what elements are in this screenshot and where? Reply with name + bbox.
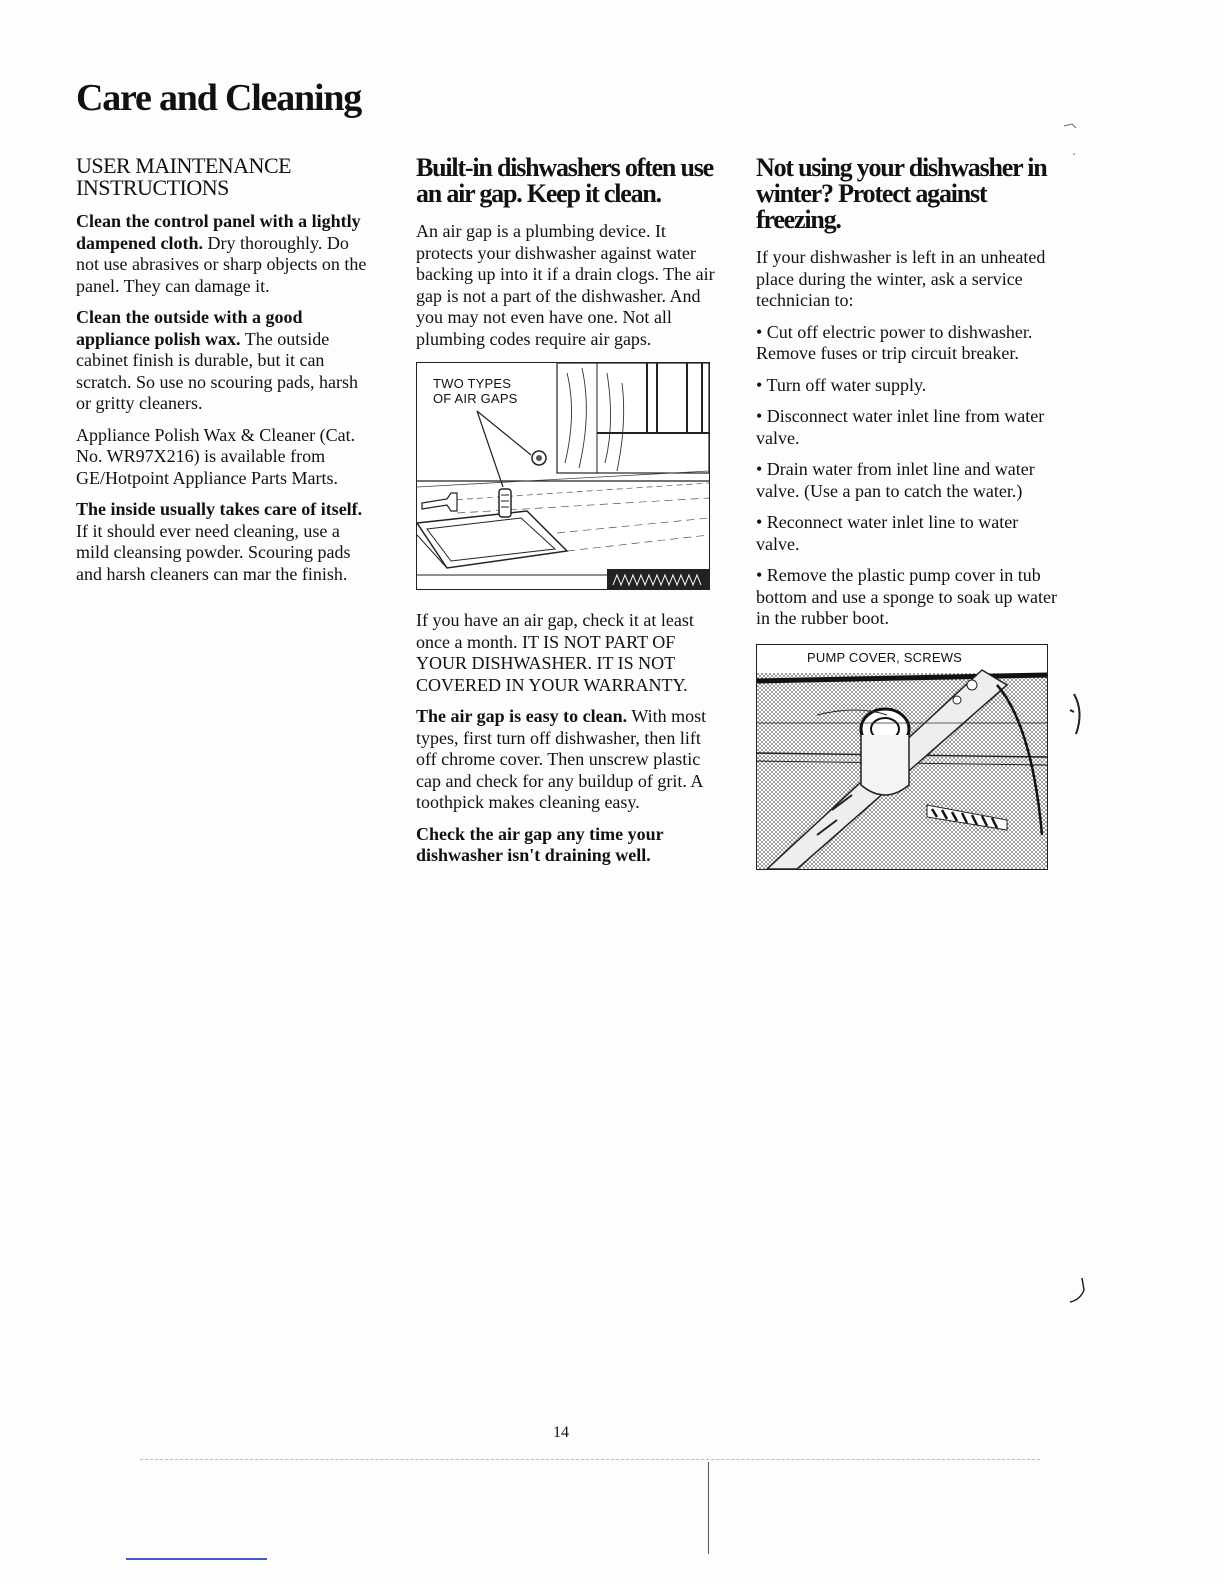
paragraph-polish-wax: Appliance Polish Wax & Cleaner (Cat. No. WR97X216) is available from GE/Hotpoint Appliance Parts Marts. [76,424,356,488]
bullet-item: • Remove the plastic pump cover in tub bottom and use a sponge to soak up water in the rubber boot. [756,565,1057,628]
figure-label-line: OF AIR GAPS [433,391,518,406]
bullet-item: • Cut off electric power to dishwasher. Remove fuses or trip circuit breaker. [756,321,1033,363]
paragraph-check-draining [416,824,716,867]
column-user-maintenance [76,155,376,595]
fold-line [708,1462,709,1554]
section-heading: Built-in dishwashers often use an air gap. Keep it clean. [416,153,713,208]
scan-mark [1064,690,1088,740]
scan-mark [1068,1276,1092,1306]
paragraph-winter-intro: If your dishwasher is left in an unheated place during the winter, ask a service technician to: [756,247,1046,310]
column-winter [756,155,1066,890]
bold-lead: Clean the outside with a good appliance polish wax. [76,307,303,349]
paragraph-outside [76,307,376,415]
bold-lead: Check the air gap any time your dishwasher isn't draining well. [416,823,664,865]
bullet-item: • Disconnect water inlet line from water valve. [756,406,1045,448]
page-title: Care and Cleaning [76,77,362,119]
paragraph-check-monthly: If you have an air gap, check it at least once a month. IT IS NOT PART OF YOUR DISHWASHER. IT IS NOT COVERED IN YOUR WARRANTY. [416,610,694,695]
body-text: Dry thoroughly. Do not use abrasives or sharp objects on the panel. They can damage it. [76,232,367,296]
bold-lead: Clean the control panel with a lightly dampened cloth. [76,211,361,253]
paragraph-air-gap-intro: An air gap is a plumbing device. It protects your dishwasher against water backing up into it if a drain clogs. The air gap is not a part of the dishwasher. And you may not even have one. Not all plumbing codes require air gaps. [416,221,715,349]
figure-label: PUMP COVER, SCREWS [807,649,963,665]
section-heading: Not using your dishwasher in winter? Protect against freezing. [756,153,1047,234]
paragraph-easy-clean [416,706,716,814]
air-gap-illustration [416,362,710,590]
bullet-item: • Drain water from inlet line and water valve. (Use a pan to catch the water.) [756,459,1035,501]
sink-drawing [417,363,709,589]
page-number: 14 [553,1424,569,1441]
body-text: If it should ever need cleaning, use a mild cleansing powder. Scouring pads and harsh cleaners can mar the finish. [76,520,351,584]
bullet-item: • Turn off water supply. [756,374,927,395]
blue-edge-line [126,1558,267,1560]
column-air-gap [416,155,716,877]
bold-lead: The air gap is easy to clean. [416,706,628,726]
section-heading: USER MAINTENANCE INSTRUCTIONS [76,153,292,200]
bullet-item: • Reconnect water inlet line to water valve. [756,512,1019,554]
body-text: With most types, first turn off dishwasher, then lift off chrome cover. Then unscrew plastic cap and check for any buildup of grit. A toothpick makes cleaning easy. [416,706,707,812]
body-text: The outside cabinet finish is durable, but it can scratch. So use no scouring pads, harsh or gritty cleaners. [76,328,358,413]
scan-mark [1062,118,1082,158]
pump-cover-illustration [756,644,1048,870]
paragraph-control-panel [76,211,376,297]
paragraph-inside [76,499,376,585]
bottom-rule [140,1459,1040,1460]
pump-drawing [757,645,1047,869]
bold-lead: The inside usually takes care of itself. [76,499,363,519]
figure-label-line: TWO TYPES [433,376,512,391]
